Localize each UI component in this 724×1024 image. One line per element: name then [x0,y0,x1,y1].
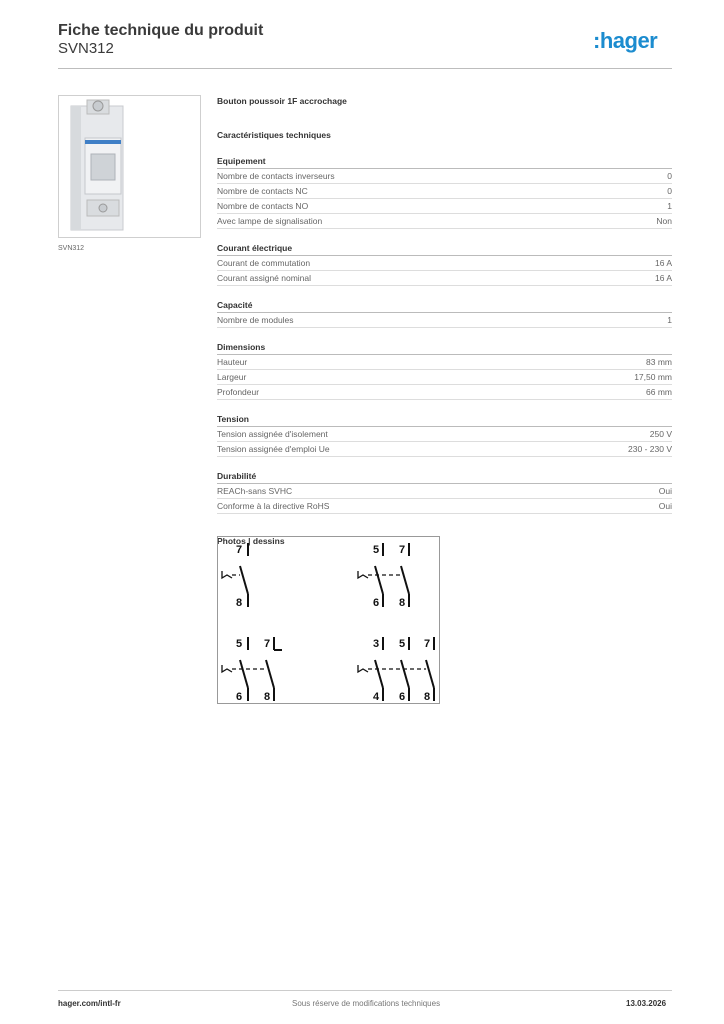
terminal-label: 8 [236,597,243,609]
spec-row [217,271,672,286]
spec-label: Hauteur [217,357,248,367]
terminal-label: 7 [264,638,271,650]
spec-value: 83 mm [646,357,672,367]
spec-label: Nombre de contacts NO [217,201,309,211]
spec-row [217,214,672,229]
product-image [58,95,201,238]
spec-row [217,370,672,385]
contact-blade [240,660,248,688]
spec-label: Courant assigné nominal [217,273,312,283]
section-title: Equipement [217,156,672,169]
contact-blade [426,660,434,688]
spec-label: Nombre de contacts NC [217,186,308,196]
spec-value: 0 [667,171,672,181]
spec-row [217,499,672,514]
product-code: SVN312 [58,40,114,57]
spec-value: 17,50 mm [634,372,672,382]
terminal-label: 3 [373,638,380,650]
spec-row [217,256,672,271]
contact-blade [375,566,383,594]
terminal-label: 8 [264,691,271,703]
image-caption: SVN312 [58,245,85,252]
footer-disclaimer: Sous réserve de modifications techniques [292,999,441,1008]
spec-row [217,199,672,214]
spec-value: 1 [667,201,672,211]
spec-row [217,313,672,328]
terminal-label: 8 [399,597,406,609]
section-title: Dimensions [217,342,672,355]
contact-blade [401,566,409,594]
product-title: Bouton poussoir 1F accrochage [217,96,347,106]
terminal-label: 5 [373,544,380,556]
spec-value: 16 A [654,273,672,283]
spec-section [217,471,672,514]
contact-blade [401,660,409,688]
photos-heading: Photos | dessins [217,536,285,546]
terminal-label: 8 [424,691,431,703]
hager-logo[interactable]: :hager [593,28,658,53]
spec-value: 16 A [654,258,672,268]
spec-label: Tension assignée d'emploi Ue [217,444,330,454]
push-actuator [222,571,232,578]
section-title: Tension [217,414,672,427]
push-actuator [222,665,232,672]
spec-row [217,442,672,457]
characteristics-heading: Caractéristiques techniques [217,130,331,140]
spec-row [217,355,672,370]
push-actuator [358,571,368,578]
header-divider [58,68,672,69]
spec-row [217,169,672,184]
spec-sections [217,156,672,514]
terminal-label: 5 [236,638,243,650]
terminal-label: 6 [399,691,406,703]
terminal-label: 5 [399,638,406,650]
spec-section [217,300,672,328]
spec-label: REACh-sans SVHC [217,486,293,496]
contact-blade [266,660,274,688]
wiring-diagram [217,536,440,704]
spec-value: 66 mm [646,387,672,397]
section-title: Durabilité [217,471,672,484]
spec-value: Oui [658,486,672,496]
terminal-label: 6 [236,691,243,703]
spec-content [217,96,672,546]
spec-label: Largeur [217,372,247,382]
page-title: Fiche technique du produit [58,22,264,39]
spec-section [217,342,672,400]
spec-label: Conforme à la directive RoHS [217,501,330,511]
spec-label: Profondeur [217,387,260,397]
spec-label: Avec lampe de signalisation [217,216,323,226]
spec-row [217,184,672,199]
footer-divider [58,990,672,991]
terminal-label: 4 [373,691,380,703]
spec-value: 250 V [649,429,672,439]
spec-label: Nombre de contacts inverseurs [217,171,335,181]
contact-blade [375,660,383,688]
terminal-label: 6 [373,597,380,609]
contact-blade [240,566,248,594]
spec-row [217,427,672,442]
spec-label: Tension assignée d'isolement [217,429,328,439]
spec-value: 0 [667,186,672,196]
spec-label: Nombre de modules [217,315,294,325]
section-title: Capacité [217,300,672,313]
spec-section [217,156,672,229]
spec-row [217,385,672,400]
terminal-label: 7 [236,544,243,556]
push-actuator [358,665,368,672]
spec-value: Oui [658,501,672,511]
spec-value: Non [656,216,672,226]
spec-section [217,414,672,457]
spec-section [217,243,672,286]
footer-website-link[interactable]: hager.com/intl-fr [58,999,121,1008]
spec-value: 230 - 230 V [628,444,672,454]
footer-date: 13.03.2026 [626,999,667,1008]
section-title: Courant électrique [217,243,672,256]
terminal-label: 7 [399,544,406,556]
spec-row [217,484,672,499]
terminal-label: 7 [424,638,431,650]
spec-value: 1 [667,315,672,325]
spec-label: Courant de commutation [217,258,311,268]
